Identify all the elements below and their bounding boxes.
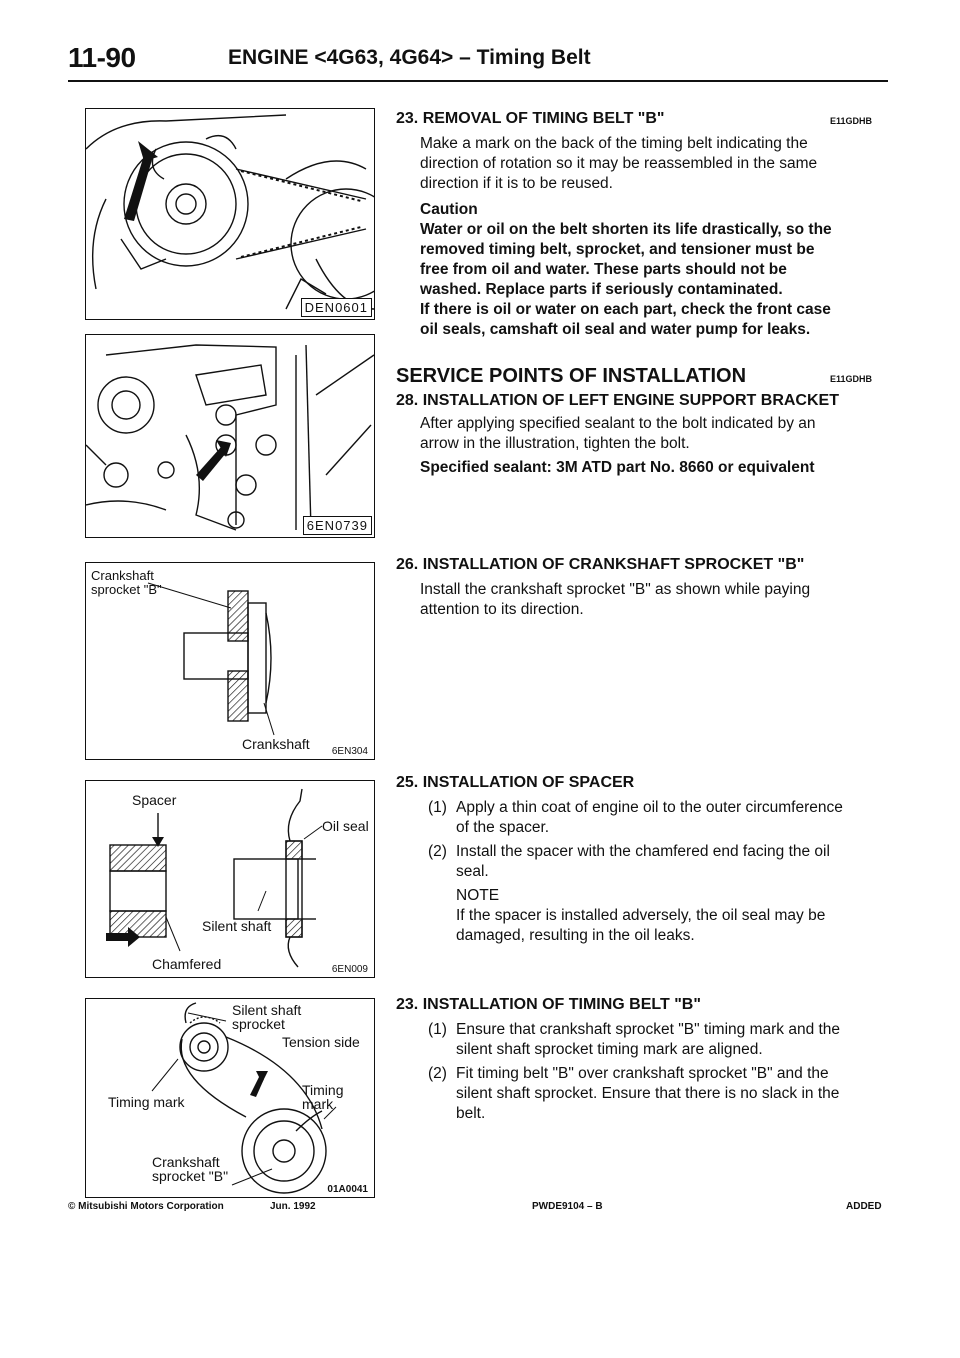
text-line: oil seals, camshaft oil seal and water pump for leaks.	[420, 321, 811, 338]
text-line: Install the crankshaft sprocket "B" as shown while paying	[420, 581, 811, 598]
section-heading-crank-sprocket: 26. INSTALLATION OF CRANKSHAFT SPROCKET "B"	[396, 556, 805, 573]
item-number: (2)	[428, 1065, 447, 1082]
text-line: Water or oil on the belt shorten its life drastically, so the	[420, 221, 832, 238]
item-number: (2)	[428, 843, 447, 860]
removal-body	[420, 134, 817, 194]
footer-doc-code: PWDE9104 – B	[532, 1201, 603, 1212]
text-line: After applying specified sealant to the bolt indicated by an	[420, 415, 816, 432]
sealant-spec: Specified sealant: 3M ATD part No. 8660 or equivalent	[420, 459, 815, 476]
text-line: removed timing belt, sprocket, and tensioner must be	[420, 241, 815, 258]
bracket-body	[420, 414, 816, 454]
service-code: E11GDHB	[830, 374, 873, 384]
figure-code: 01A0041	[327, 1184, 368, 1195]
label-timing-mark-left: Timing mark	[108, 1094, 185, 1110]
label-tension-side: Tension side	[282, 1034, 360, 1050]
belt-step-2	[456, 1064, 839, 1124]
figure-timing-belt-mark	[85, 108, 375, 320]
text-line: Fit timing belt "B" over crankshaft sprocket "B" and the	[456, 1065, 829, 1082]
footer-status: ADDED	[846, 1201, 882, 1212]
label-spacer: Spacer	[132, 792, 177, 808]
text-line: direction of rotation so it may be reassembled in the same	[420, 155, 818, 172]
label-chamfered: Chamfered	[152, 956, 222, 972]
section-code: E11GDHB	[830, 116, 873, 126]
figure-engine-support-bracket	[85, 334, 375, 538]
label-crankshaft: Crankshaft	[242, 736, 310, 752]
label-silent-shaft: Silent shaft	[202, 918, 272, 934]
text-line: attention to its direction.	[420, 601, 584, 618]
spacer-note	[456, 886, 825, 946]
text-line: of the spacer.	[456, 819, 550, 836]
header-rule	[68, 80, 888, 82]
text-line: direction if it is to be reused.	[420, 175, 613, 192]
text-line: Make a mark on the back of the timing belt indicating the	[420, 135, 808, 152]
label-sprocket-b: sprocket "B"	[91, 582, 162, 597]
section-heading-bracket: 28. INSTALLATION OF LEFT ENGINE SUPPORT BRACKET	[396, 392, 839, 409]
figure-4-illustration	[86, 781, 374, 977]
heading-text: 23. REMOVAL OF TIMING BELT "B"	[396, 110, 665, 127]
caution-block	[420, 200, 832, 340]
figure-spacer	[85, 780, 375, 978]
page-number: 11-90	[68, 42, 136, 73]
text-line: Apply a thin coat of engine oil to the outer circumference	[456, 799, 843, 816]
section-heading-removal	[396, 110, 665, 128]
figure-crankshaft-sprocket	[85, 562, 375, 760]
service-points-title: SERVICE POINTS OF INSTALLATION	[396, 365, 747, 387]
label-crankshaft: Crankshaft	[152, 1154, 220, 1170]
spacer-step-2	[456, 842, 830, 882]
page-title: ENGINE <4G63, 4G64> – Timing Belt	[228, 46, 591, 69]
caution-title: Caution	[420, 201, 478, 218]
text-line: belt.	[456, 1105, 486, 1122]
figure-2-illustration	[86, 335, 374, 537]
spacer-step-1	[456, 798, 843, 838]
section-heading-spacer: 25. INSTALLATION OF SPACER	[396, 774, 635, 791]
label-timing-mark-right: Timing mark	[302, 1082, 344, 1112]
figure-code: DEN0601	[301, 298, 372, 317]
text-line: silent shaft sprocket timing mark are aligned.	[456, 1041, 763, 1058]
text-line: damaged, resulting in the oil leaks.	[456, 927, 695, 944]
text-line: seal.	[456, 863, 489, 880]
figure-code: 6EN304	[331, 746, 368, 757]
belt-step-1	[456, 1020, 840, 1060]
section-heading-belt-b: 23. INSTALLATION OF TIMING BELT "B"	[396, 996, 701, 1013]
figure-code: 6EN009	[331, 964, 368, 975]
label-crankshaft-sprocket: Crankshaft	[91, 568, 154, 583]
text-line: Install the spacer with the chamfered end facing the oil	[456, 843, 830, 860]
text-line: silent shaft sprocket. Ensure that there is no slack in the	[456, 1085, 840, 1102]
text-line: If the spacer is installed adversely, the oil seal may be	[456, 907, 826, 924]
label-sprocket: sprocket	[232, 1016, 285, 1032]
figure-1-illustration	[86, 109, 374, 319]
figure-timing-belt-b	[85, 998, 375, 1198]
note-title: NOTE	[456, 887, 500, 904]
label-silent-shaft: Silent shaft	[232, 1002, 302, 1018]
text-line: washed. Replace parts if seriously contaminated.	[420, 281, 783, 298]
text-line: Ensure that crankshaft sprocket "B" timing mark and the	[456, 1021, 841, 1038]
label-oil-seal: Oil seal	[322, 818, 369, 834]
crank-sprocket-body	[420, 580, 810, 620]
footer-copyright: © Mitsubishi Motors Corporation	[68, 1201, 224, 1212]
footer-date: Jun. 1992	[270, 1201, 316, 1212]
text-line: If there is oil or water on each part, check the front case	[420, 301, 831, 318]
label-sprocket-b: sprocket "B"	[152, 1168, 229, 1184]
item-number: (1)	[428, 799, 447, 816]
text-line: free from oil and water. These parts should not be	[420, 261, 787, 278]
item-number: (1)	[428, 1021, 447, 1038]
figure-code: 6EN0739	[303, 516, 372, 535]
text-line: arrow in the illustration, tighten the bolt.	[420, 435, 690, 452]
